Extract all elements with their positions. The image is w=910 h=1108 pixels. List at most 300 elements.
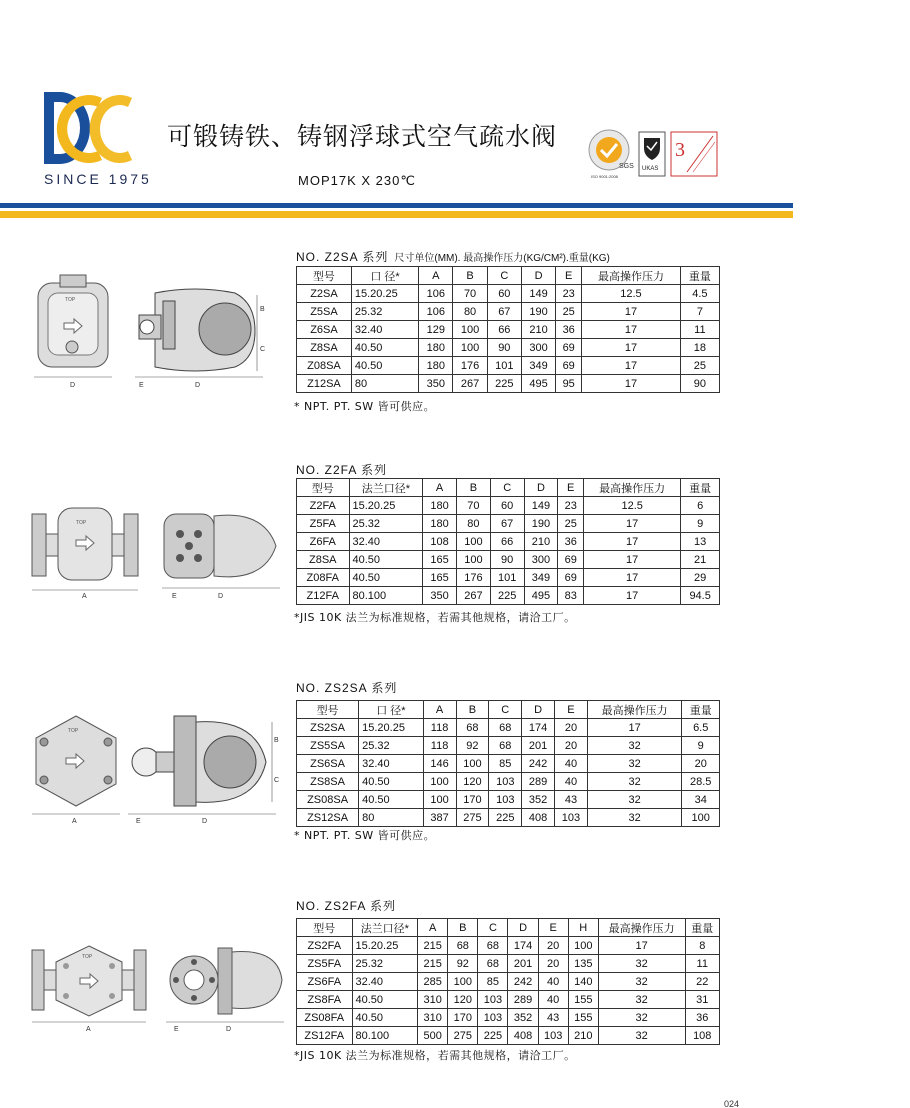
table-cell: 15.20.25 [352, 937, 418, 955]
table-cell: 94.5 [681, 587, 720, 605]
table-cell: 69 [558, 551, 584, 569]
table-header-cell: 法兰口径* [352, 919, 418, 937]
table-row [297, 1009, 720, 1027]
table-cell: 32 [587, 737, 682, 755]
valve-front-view-zs2fa [30, 940, 148, 1032]
table-cell: Z8SA [297, 339, 352, 357]
table-cell: 17 [582, 339, 681, 357]
table-cell: 17 [582, 303, 681, 321]
table-cell: 8 [685, 937, 720, 955]
table-cell: 69 [556, 339, 582, 357]
table-cell: 40.50 [352, 1009, 418, 1027]
table-cell: 32 [598, 1009, 685, 1027]
svg-text:D: D [218, 593, 224, 600]
table-cell: 67 [490, 515, 524, 533]
svg-text:D: D [70, 382, 76, 389]
table-cell: 225 [478, 1027, 508, 1045]
valve-front-view-zs2sa [30, 712, 122, 824]
table-cell: 43 [555, 791, 588, 809]
note-z2fa: *JIS 10K 法兰为标准规格，若需其他规格，请洽工厂。 [294, 611, 576, 624]
svg-text:E: E [139, 382, 144, 389]
table-cell: 215 [418, 937, 448, 955]
table-header-cell: D [524, 479, 558, 497]
table-cell: 80.100 [352, 1027, 418, 1045]
table-header-cell: E [555, 701, 588, 719]
table-cell: ZS08SA [297, 791, 359, 809]
table-cell: 17 [584, 515, 681, 533]
table-cell: 66 [490, 533, 524, 551]
table-cell: 40 [555, 773, 588, 791]
note-zs2sa: * NPT. PT. SW 皆可供应。 [294, 829, 436, 842]
table-cell: 28.5 [682, 773, 720, 791]
header-rule-yellow [0, 211, 793, 218]
table-cell: 85 [489, 755, 522, 773]
table-cell: 17 [584, 551, 681, 569]
table-cell: 11 [680, 321, 719, 339]
table-cell: 12.5 [582, 285, 681, 303]
table-cell: 17 [598, 937, 685, 955]
svg-text:TOP: TOP [76, 520, 87, 526]
svg-text:C: C [260, 346, 266, 353]
table-cell: 300 [521, 339, 555, 357]
spec-table-z2sa [296, 266, 720, 393]
table-header-cell: 型号 [297, 919, 353, 937]
table-cell: Z6SA [297, 321, 352, 339]
table-cell: 40.50 [352, 991, 418, 1009]
table-cell: 68 [478, 955, 508, 973]
table-cell: 210 [524, 533, 558, 551]
table-header-cell: 型号 [297, 701, 359, 719]
table-cell: 408 [522, 809, 555, 827]
table-row [297, 515, 720, 533]
section-title-zs2sa [296, 679, 397, 696]
table-cell: ZS5FA [297, 955, 353, 973]
table-header-cell: 法兰口径* [349, 479, 423, 497]
table-cell: 100 [568, 937, 598, 955]
table-cell: 90 [487, 339, 521, 357]
table-header-cell: B [456, 701, 489, 719]
svg-text:3: 3 [675, 139, 685, 161]
table-cell: 80.100 [349, 587, 423, 605]
table-row [297, 955, 720, 973]
table-cell: 32 [587, 755, 682, 773]
table-cell: 140 [568, 973, 598, 991]
table-header-cell: 最高操作压力 [584, 479, 681, 497]
table-cell: 69 [558, 569, 584, 587]
section-title-text: NO. ZS2SA 系列 [296, 681, 398, 695]
svg-text:B: B [274, 737, 279, 744]
table-cell: 92 [456, 737, 489, 755]
section-title-z2fa [296, 461, 387, 478]
table-cell: 170 [448, 1009, 478, 1027]
table-header-row [297, 919, 720, 937]
svg-text:TOP: TOP [65, 297, 76, 303]
table-cell: ZS2SA [297, 719, 359, 737]
table-cell: 70 [456, 497, 490, 515]
table-header-row [297, 479, 720, 497]
table-cell: 146 [423, 755, 456, 773]
table-cell: 67 [487, 303, 521, 321]
table-cell: 31 [685, 991, 720, 1009]
table-cell: 40.50 [351, 357, 418, 375]
table-cell: 40 [538, 973, 568, 991]
note-z2sa: * NPT. PT. SW 皆可供应。 [294, 400, 436, 413]
table-cell: 275 [456, 809, 489, 827]
table-header-cell: 型号 [297, 479, 350, 497]
table-cell: ZS8FA [297, 991, 353, 1009]
table-cell: 66 [487, 321, 521, 339]
table-row [297, 533, 720, 551]
section-unit-text: 尺寸单位(MM). 最高操作压力(KG/CM²).重量(KG) [394, 253, 610, 264]
table-cell: 349 [524, 569, 558, 587]
table-cell: 350 [419, 375, 453, 393]
table-cell: 310 [418, 1009, 448, 1027]
table-cell: 210 [568, 1027, 598, 1045]
spec-table-zs2sa [296, 700, 720, 827]
table-header-cell: E [538, 919, 568, 937]
table-cell: 23 [558, 497, 584, 515]
table-header-cell: 重量 [685, 919, 720, 937]
table-header-cell: C [490, 479, 524, 497]
table-cell: 80 [359, 809, 424, 827]
table-header-cell: D [508, 919, 538, 937]
table-cell: 352 [508, 1009, 538, 1027]
svg-text:D: D [226, 1026, 232, 1032]
table-cell: 17 [582, 375, 681, 393]
table-cell: 25.32 [352, 955, 418, 973]
table-cell: 180 [423, 515, 457, 533]
svg-text:C: C [274, 777, 280, 784]
table-cell: 20 [682, 755, 720, 773]
table-cell: 155 [568, 991, 598, 1009]
page-number: 024 [724, 1099, 740, 1108]
table-row [297, 773, 720, 791]
table-cell: 23 [556, 285, 582, 303]
table-cell: 201 [508, 955, 538, 973]
table-cell: 165 [423, 551, 457, 569]
table-cell: 4.5 [680, 285, 719, 303]
table-cell: 25.32 [349, 515, 423, 533]
table-cell: 36 [685, 1009, 720, 1027]
table-cell: 170 [456, 791, 489, 809]
table-cell: 103 [478, 1009, 508, 1027]
table-cell: 40.50 [359, 791, 424, 809]
table-row [297, 719, 720, 737]
table-cell: 101 [487, 357, 521, 375]
table-cell: 120 [456, 773, 489, 791]
table-row [297, 1027, 720, 1045]
table-cell: 149 [521, 285, 555, 303]
table-header-cell: C [487, 267, 521, 285]
section-title-text: NO. ZS2FA 系列 [296, 899, 397, 913]
table-cell: Z8SA [297, 551, 350, 569]
table-row [297, 991, 720, 1009]
table-cell: 70 [453, 285, 487, 303]
table-cell: 32.40 [359, 755, 424, 773]
section-title-z2sa [296, 248, 610, 265]
table-cell: 6.5 [682, 719, 720, 737]
table-cell: 92 [448, 955, 478, 973]
table-cell: 40 [555, 755, 588, 773]
table-header-cell: 型号 [297, 267, 352, 285]
table-cell: 15.20.25 [349, 497, 423, 515]
table-cell: 165 [423, 569, 457, 587]
table-cell: 103 [478, 991, 508, 1009]
table-cell: 60 [487, 285, 521, 303]
table-cell: 190 [521, 303, 555, 321]
table-cell: Z6FA [297, 533, 350, 551]
table-cell: 90 [680, 375, 719, 393]
table-cell: 190 [524, 515, 558, 533]
svg-text:D: D [195, 382, 201, 389]
table-cell: 25 [680, 357, 719, 375]
svg-text:TOP: TOP [68, 728, 79, 734]
table-cell: 101 [490, 569, 524, 587]
table-cell: 100 [453, 339, 487, 357]
table-cell: 180 [419, 357, 453, 375]
svg-text:A: A [86, 1026, 91, 1032]
warranty-badge-icon [671, 132, 717, 176]
table-header-cell: 重量 [681, 479, 720, 497]
table-cell: 32 [587, 809, 682, 827]
svg-text:A: A [72, 818, 77, 824]
table-cell: 68 [489, 737, 522, 755]
company-logo [40, 88, 140, 172]
table-cell: 500 [418, 1027, 448, 1045]
table-cell: 25.32 [351, 303, 418, 321]
table-cell: ZS6FA [297, 973, 353, 991]
valve-side-view-zs2fa [164, 940, 290, 1032]
table-cell: 32.40 [349, 533, 423, 551]
svg-text:D: D [202, 818, 208, 824]
ukas-badge-icon [639, 132, 665, 176]
table-cell: 135 [568, 955, 598, 973]
table-row [297, 755, 720, 773]
table-cell: 267 [456, 587, 490, 605]
table-cell: 289 [508, 991, 538, 1009]
table-cell: 6 [681, 497, 720, 515]
table-cell: 201 [522, 737, 555, 755]
table-cell: 40.50 [351, 339, 418, 357]
table-cell: Z08SA [297, 357, 352, 375]
table-cell: Z2SA [297, 285, 352, 303]
table-row [297, 497, 720, 515]
table-cell: 36 [558, 533, 584, 551]
table-cell: 17 [582, 321, 681, 339]
spec-table-zs2fa [296, 918, 720, 1045]
table-cell: 155 [568, 1009, 598, 1027]
table-cell: 289 [522, 773, 555, 791]
table-cell: 32 [598, 991, 685, 1009]
table-cell: Z08FA [297, 569, 350, 587]
table-cell: 20 [555, 719, 588, 737]
table-header-cell: 最高操作压力 [582, 267, 681, 285]
table-cell: 275 [448, 1027, 478, 1045]
table-cell: 20 [538, 937, 568, 955]
table-cell: 90 [490, 551, 524, 569]
table-cell: 25 [556, 303, 582, 321]
table-header-cell: 口 径* [359, 701, 424, 719]
table-cell: 210 [521, 321, 555, 339]
table-cell: 32 [598, 1027, 685, 1045]
table-cell: 103 [489, 791, 522, 809]
valve-section-view-zs2sa [126, 712, 280, 824]
valve-side-view-z2fa [160, 508, 290, 600]
table-header-cell: D [522, 701, 555, 719]
page-subtitle: MOP17K X 230℃ [298, 173, 416, 188]
table-cell: 22 [685, 973, 720, 991]
table-row [297, 737, 720, 755]
table-cell: 108 [423, 533, 457, 551]
table-header-cell: 最高操作压力 [598, 919, 685, 937]
table-cell: 29 [681, 569, 720, 587]
table-header-cell: 最高操作压力 [587, 701, 682, 719]
table-header-cell: E [556, 267, 582, 285]
table-cell: 17 [587, 719, 682, 737]
table-header-cell: D [521, 267, 555, 285]
certification-badges [587, 128, 722, 180]
table-cell: 20 [538, 955, 568, 973]
table-cell: Z2FA [297, 497, 350, 515]
table-cell: 68 [448, 937, 478, 955]
table-cell: 32 [587, 791, 682, 809]
table-cell: ZS6SA [297, 755, 359, 773]
valve-front-view-z2sa [30, 273, 120, 391]
table-cell: 300 [524, 551, 558, 569]
table-cell: ZS12FA [297, 1027, 353, 1045]
table-cell: 34 [682, 791, 720, 809]
table-cell: 9 [681, 515, 720, 533]
table-cell: 80 [453, 303, 487, 321]
table-cell: 18 [680, 339, 719, 357]
table-header-cell: C [489, 701, 522, 719]
table-cell: 40 [538, 991, 568, 1009]
table-cell: 60 [490, 497, 524, 515]
table-cell: 32 [587, 773, 682, 791]
table-row [297, 587, 720, 605]
table-cell: 40.50 [359, 773, 424, 791]
table-row [297, 375, 720, 393]
table-cell: 108 [685, 1027, 720, 1045]
table-row [297, 937, 720, 955]
header-rule-blue [0, 203, 793, 208]
table-cell: ZS5SA [297, 737, 359, 755]
table-cell: 352 [522, 791, 555, 809]
table-cell: 15.20.25 [351, 285, 418, 303]
table-cell: 215 [418, 955, 448, 973]
table-cell: 129 [419, 321, 453, 339]
table-cell: 103 [538, 1027, 568, 1045]
table-row [297, 569, 720, 587]
table-cell: 242 [508, 973, 538, 991]
table-cell: 20 [555, 737, 588, 755]
table-cell: 100 [453, 321, 487, 339]
table-cell: 21 [681, 551, 720, 569]
table-cell: 118 [423, 737, 456, 755]
table-cell: 495 [521, 375, 555, 393]
page-title: 可锻铸铁、铸钢浮球式空气疏水阀 [167, 122, 558, 151]
table-cell: 180 [423, 497, 457, 515]
table-header-cell: B [456, 479, 490, 497]
table-cell: 36 [556, 321, 582, 339]
table-cell: 68 [489, 719, 522, 737]
table-cell: 225 [490, 587, 524, 605]
table-row [297, 357, 720, 375]
table-cell: 310 [418, 991, 448, 1009]
table-row [297, 321, 720, 339]
table-cell: 242 [522, 755, 555, 773]
table-cell: 80 [351, 375, 418, 393]
table-cell: 95 [556, 375, 582, 393]
svg-text:A: A [82, 593, 87, 600]
table-cell: 17 [584, 569, 681, 587]
table-cell: 350 [423, 587, 457, 605]
table-row [297, 285, 720, 303]
table-cell: 12.5 [584, 497, 681, 515]
table-cell: 180 [419, 339, 453, 357]
svg-text:UKAS: UKAS [642, 166, 659, 172]
table-cell: 100 [423, 791, 456, 809]
table-cell: 100 [423, 773, 456, 791]
table-cell: 9 [682, 737, 720, 755]
table-cell: 85 [478, 973, 508, 991]
table-cell: 103 [489, 773, 522, 791]
table-cell: 11 [685, 955, 720, 973]
table-cell: 25.32 [359, 737, 424, 755]
section-title-text: NO. Z2FA 系列 [296, 463, 388, 477]
table-cell: 387 [423, 809, 456, 827]
svg-text:E: E [174, 1026, 179, 1032]
table-header-row [297, 701, 720, 719]
table-header-cell: A [423, 701, 456, 719]
table-cell: 100 [682, 809, 720, 827]
note-zs2fa: *JIS 10K 法兰为标准规格，若需其他规格，请洽工厂。 [294, 1049, 576, 1062]
table-cell: 408 [508, 1027, 538, 1045]
table-cell: 32 [598, 955, 685, 973]
table-cell: 32.40 [351, 321, 418, 339]
table-header-cell: E [558, 479, 584, 497]
table-cell: Z5SA [297, 303, 352, 321]
table-cell: 100 [456, 755, 489, 773]
table-header-cell: B [448, 919, 478, 937]
spec-table-z2fa [296, 478, 720, 605]
table-cell: 106 [419, 303, 453, 321]
table-header-cell: C [478, 919, 508, 937]
table-cell: 17 [582, 357, 681, 375]
table-cell: 68 [478, 937, 508, 955]
table-cell: 80 [456, 515, 490, 533]
table-cell: Z12FA [297, 587, 350, 605]
table-cell: 25 [558, 515, 584, 533]
section-title-text: NO. Z2SA 系列 [296, 250, 389, 264]
table-cell: ZS8SA [297, 773, 359, 791]
table-cell: 106 [419, 285, 453, 303]
table-row [297, 303, 720, 321]
table-header-cell: 口 径* [351, 267, 418, 285]
valve-front-view-z2fa [30, 504, 140, 600]
table-row [297, 551, 720, 569]
table-cell: 118 [423, 719, 456, 737]
table-row [297, 791, 720, 809]
table-cell: 68 [456, 719, 489, 737]
table-cell: 174 [522, 719, 555, 737]
table-cell: 225 [487, 375, 521, 393]
sgs-badge-icon [589, 130, 634, 179]
table-cell: 7 [680, 303, 719, 321]
table-header-cell: 重量 [680, 267, 719, 285]
table-cell: 40.50 [349, 551, 423, 569]
table-header-cell: 重量 [682, 701, 720, 719]
